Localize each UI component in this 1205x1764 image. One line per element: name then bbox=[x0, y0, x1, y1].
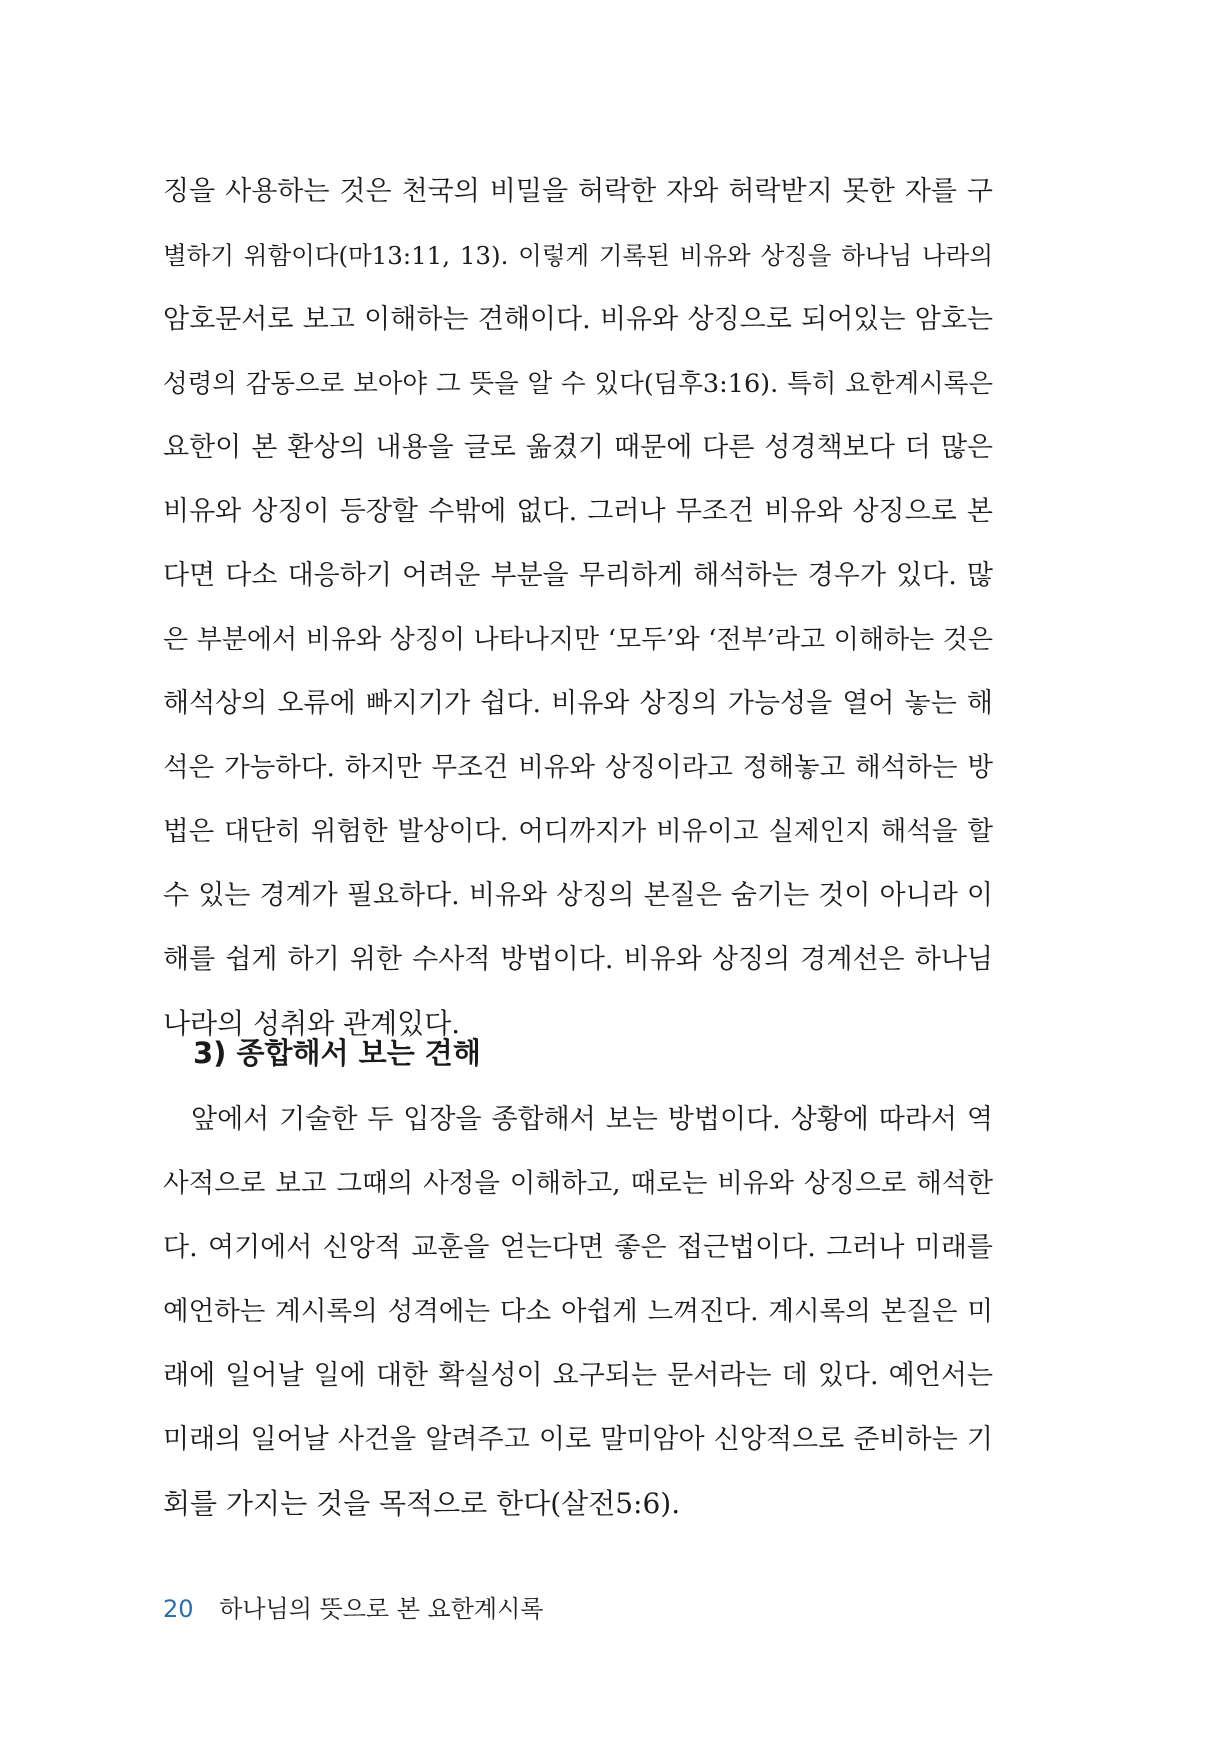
text-line: 해석상의 오류에 빠지기가 쉽다. 비유와 상징의 가능성을 열어 놓는 해 bbox=[163, 688, 993, 719]
section-heading: 3) 종합해서 보는 견해 bbox=[193, 1036, 481, 1070]
text-line: 은 부분에서 비유와 상징이 나타나지만 ‘모두’와 ‘전부’라고 이해하는 것은 bbox=[163, 625, 993, 655]
running-title: 하나님의 뜻으로 본 요한계시록 bbox=[219, 1595, 544, 1623]
text-line: 나라의 성취와 관계있다. bbox=[163, 1007, 461, 1040]
page-number: 20 bbox=[163, 1595, 194, 1623]
text-line: 성령의 감동으로 보아야 그 뜻을 알 수 있다(딤후3:16). 특히 요한계시록은 bbox=[163, 369, 993, 399]
text-line: 암호문서로 보고 이해하는 견해이다. 비유와 상징으로 되어있는 암호는 bbox=[163, 304, 993, 335]
text-line: 비유와 상징이 등장할 수밖에 없다. 그러나 무조건 비유와 상징으로 본 bbox=[163, 496, 993, 527]
text-line: 수 있는 경계가 필요하다. 비유와 상징의 본질은 숨기는 것이 아니라 이 bbox=[163, 880, 993, 911]
text-line: 회를 가지는 것을 목적으로 한다(살전5:6). bbox=[163, 1487, 681, 1520]
text-line: 미래의 일어날 사건을 알려주고 이로 말미암아 신앙적으로 준비하는 기 bbox=[163, 1424, 993, 1455]
text-line: 징을 사용하는 것은 천국의 비밀을 허락한 자와 허락받지 못한 자를 구 bbox=[163, 176, 993, 207]
text-line: 법은 대단히 위험한 발상이다. 어디까지가 비유이고 실제인지 해석을 할 bbox=[163, 816, 993, 847]
text-line: 석은 가능하다. 하지만 무조건 비유와 상징이라고 정해놓고 해석하는 방 bbox=[163, 752, 993, 783]
text-line: 앞에서 기술한 두 입장을 종합해서 보는 방법이다. 상황에 따라서 역 bbox=[191, 1104, 993, 1135]
text-line: 다. 여기에서 신앙적 교훈을 얻는다면 좋은 접근법이다. 그러나 미래를 bbox=[163, 1232, 993, 1263]
page-footer bbox=[163, 1592, 543, 1626]
body-paragraph-1 bbox=[163, 160, 993, 1056]
body-paragraph-2 bbox=[163, 1088, 993, 1536]
text-line: 해를 쉽게 하기 위한 수사적 방법이다. 비유와 상징의 경계선은 하나님 bbox=[163, 944, 993, 975]
text-line: 예언하는 계시록의 성격에는 다소 아쉽게 느껴진다. 계시록의 본질은 미 bbox=[163, 1296, 993, 1327]
text-line: 별하기 위함이다(마13:11, 13). 이렇게 기록된 비유와 상징을 하나님 나라의 bbox=[163, 241, 993, 270]
text-line: 다면 다소 대응하기 어려운 부분을 무리하게 해석하는 경우가 있다. 많 bbox=[163, 560, 993, 591]
text-line: 래에 일어날 일에 대한 확실성이 요구되는 문서라는 데 있다. 예언서는 bbox=[163, 1360, 993, 1391]
text-line: 요한이 본 환상의 내용을 글로 옮겼기 때문에 다른 성경책보다 더 많은 bbox=[163, 432, 993, 463]
text-line: 사적으로 보고 그때의 사정을 이해하고, 때로는 비유와 상징으로 해석한 bbox=[163, 1168, 993, 1199]
